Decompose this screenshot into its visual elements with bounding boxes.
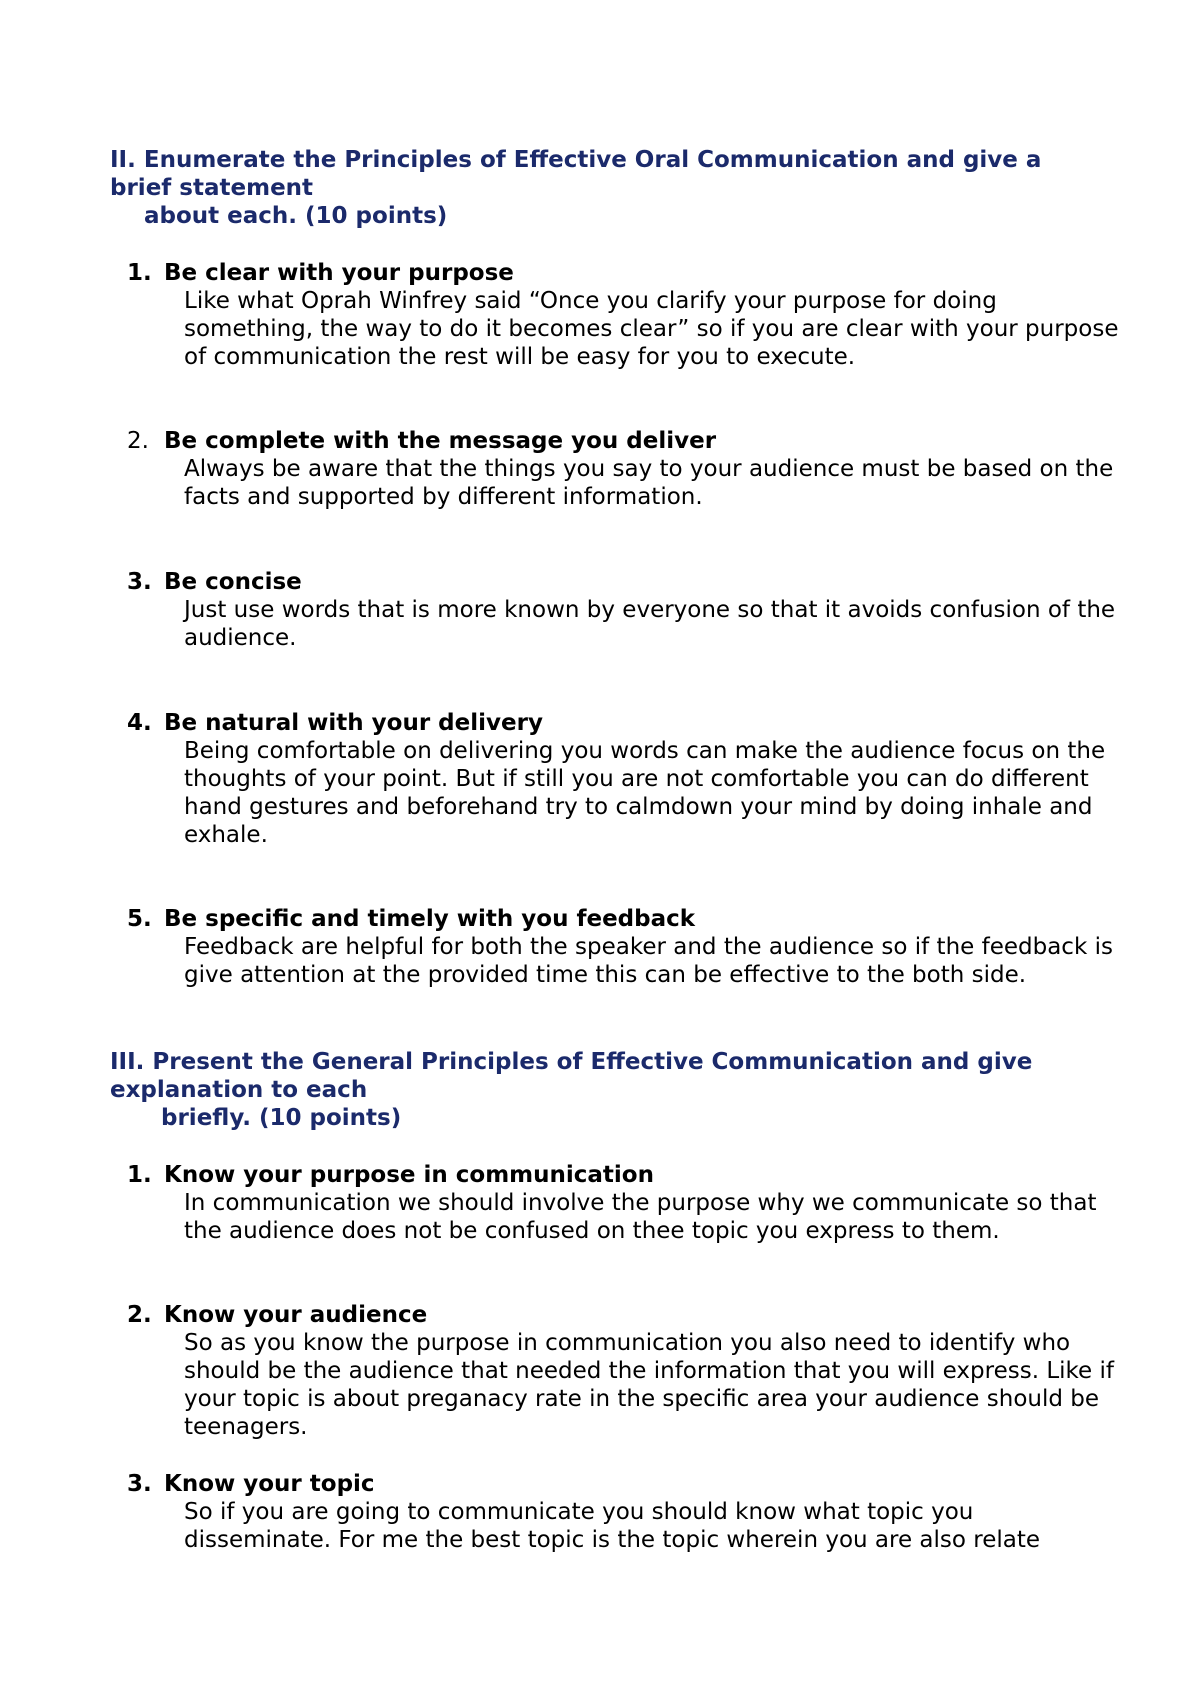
item-body: Being comfortable on delivering you words can make the audience focus on the thoughts of your point. But if still you are not comfortable you can do different hand gestures and beforehand try to calmdown your mind by doing inhale and exhale. (184, 738, 1106, 848)
section-3-heading (110, 1048, 1110, 1132)
section-3-heading-line3: briefly. (10 points) (161, 1105, 402, 1131)
item-body: So if you are going to communicate you should know what topic you disseminate. For me the best topic is the topic wherein you are also relate (184, 1499, 1041, 1553)
item-title-text: Be specific and timely with you feedback (164, 906, 696, 932)
item-title-text: Be natural with your delivery (164, 710, 543, 736)
item-title-text: Be concise (164, 569, 302, 595)
item-title (127, 1161, 1117, 1189)
item-title-text: Be complete with the message you deliver (164, 428, 717, 454)
item-number: 1. (127, 1162, 152, 1188)
item-title (127, 905, 1117, 933)
item-body: So as you know the purpose in communication you also need to identify who should be the audience that needed the information that you will express. Like if your topic is about preganacy rate in the specific area your audience should be teenagers. (184, 1330, 1114, 1440)
section-3-heading-line1: III. Present the General Principles of Effective Communication and give (110, 1049, 1033, 1075)
item-title (127, 1301, 1117, 1329)
item-title (127, 709, 1117, 737)
item-number: 1. (127, 260, 152, 286)
item-title-text: Know your purpose in communication (164, 1162, 654, 1188)
item-body: Just use words that is more known by everyone so that it avoids confusion of the audience. (184, 597, 1116, 651)
section-2-heading-line2: brief statement (110, 175, 314, 201)
section-2-heading-line1: II. Enumerate the Principles of Effective Oral Communication and give a (110, 147, 1042, 173)
section-2-item-1 (127, 259, 1117, 371)
item-number: 3. (127, 1471, 152, 1497)
item-title (127, 427, 1117, 455)
item-body: Like what Oprah Winfrey said “Once you clarify your purpose for doing something, the way to do it becomes clear” so if you are clear with your purpose of communication the rest will be easy for you to execute. (184, 288, 1119, 370)
item-number: 4. (127, 710, 152, 736)
section-3-item-1 (127, 1161, 1117, 1245)
item-title-text: Know your topic (164, 1471, 375, 1497)
section-3-item-2 (127, 1301, 1117, 1441)
section-2-item-3 (127, 568, 1117, 652)
item-title-text: Know your audience (164, 1302, 428, 1328)
section-3-item-3 (127, 1470, 1117, 1554)
section-2-item-5 (127, 905, 1117, 989)
item-body: Always be aware that the things you say to your audience must be based on the facts and supported by different information. (184, 456, 1114, 510)
section-2-heading (110, 146, 1110, 230)
item-number: 2. (127, 1302, 152, 1328)
item-title (127, 1470, 1117, 1498)
section-2-heading-line3: about each. (10 points) (144, 203, 448, 229)
section-2-item-4 (127, 709, 1117, 849)
section-3-heading-line2: explanation to each (110, 1077, 368, 1103)
item-number: 3. (127, 569, 152, 595)
item-number: 5. (127, 906, 152, 932)
item-body: Feedback are helpful for both the speaker and the audience so if the feedback is give attention at the provided time this can be effective to the both side. (184, 934, 1113, 988)
item-title-text: Be clear with your purpose (164, 260, 514, 286)
item-title (127, 568, 1117, 596)
item-number: 2. (127, 428, 149, 454)
item-body: In communication we should involve the purpose why we communicate so that the audience does not be confused on thee topic you express to them. (184, 1190, 1097, 1244)
section-2-item-2 (127, 427, 1117, 511)
item-title (127, 259, 1117, 287)
